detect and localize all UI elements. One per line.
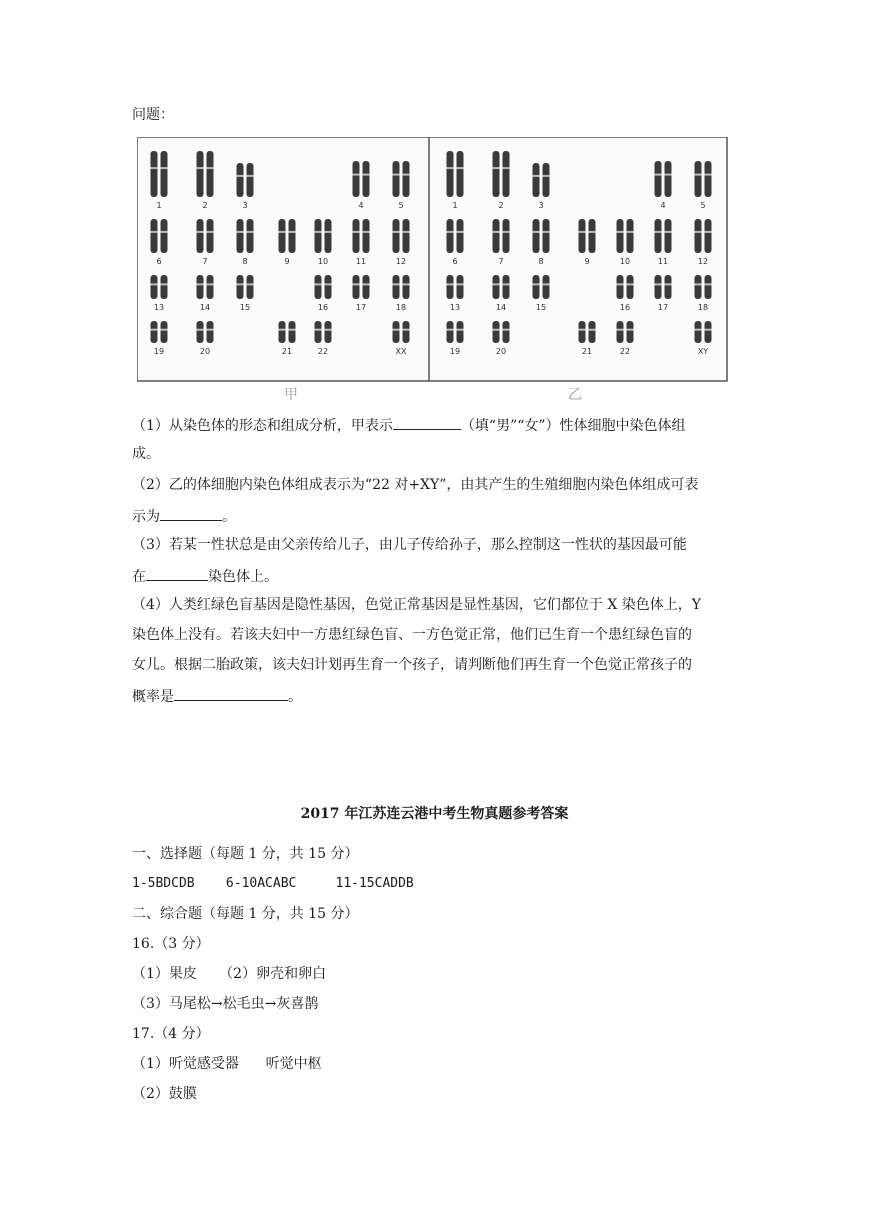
chromosome: [151, 321, 158, 343]
chromosome-number: 5: [700, 201, 706, 210]
chromosome: [457, 151, 464, 197]
karyotype-figure: [137, 137, 729, 383]
chromosome-number: 8: [242, 257, 248, 266]
chromosome: [705, 321, 712, 343]
answers-section-2: 二、综合题（每题 1 分，共 15 分）: [132, 906, 359, 922]
centromere: [207, 231, 214, 233]
centromere: [589, 329, 596, 331]
centromere: [403, 329, 410, 331]
question-4-line-1: （4）人类红绿色盲基因是隐性基因，色觉正常基因是显性基因，它们都位于 X 染色体上，Y: [132, 597, 702, 613]
chromosome: [325, 275, 332, 299]
question-3-text-b: 在: [132, 569, 146, 585]
chromosome-number: 12: [697, 257, 709, 266]
chromosome: [161, 321, 168, 343]
chromosome-number: 18: [395, 303, 407, 312]
chromosome-number: 3: [538, 201, 544, 210]
question-4-text-d: 概率是: [132, 689, 174, 705]
centromere: [151, 231, 158, 233]
centromere: [325, 283, 332, 285]
centromere: [353, 231, 360, 233]
question-2-text-c: 。: [222, 509, 236, 525]
chromosome: [237, 219, 244, 253]
centromere: [695, 231, 702, 233]
chromosome: [393, 219, 400, 253]
chromosome: [705, 219, 712, 253]
centromere: [393, 329, 400, 331]
chromosome-number: 11: [355, 257, 367, 266]
chromosome: [457, 321, 464, 343]
chromosome: [197, 219, 204, 253]
chromosome: [655, 219, 662, 253]
chromosome: [447, 321, 454, 343]
centromere: [493, 231, 500, 233]
chromosome-number: 6: [452, 257, 458, 266]
question-3-text-c: 染色体上。: [208, 569, 278, 585]
chromosome-number: 1: [156, 201, 162, 210]
centromere: [197, 283, 204, 285]
centromere: [363, 174, 370, 176]
chromosome: [695, 275, 702, 299]
chromosome: [247, 219, 254, 253]
chromosome-number: 15: [239, 303, 251, 312]
chromosome: [279, 321, 286, 343]
centromere: [315, 231, 322, 233]
chromosome: [457, 219, 464, 253]
centromere: [207, 329, 214, 331]
centromere: [665, 174, 672, 176]
centromere: [705, 231, 712, 233]
answers-choices: 1-5BDCDB 6-10ACABC 11-15CADDB: [132, 876, 414, 891]
centromere: [161, 329, 168, 331]
question-3-line-1: （3）若某一性状总是由父亲传给儿子，由儿子传给孙子，那么控制这一性状的基因最可能: [132, 537, 687, 553]
centromere: [503, 167, 510, 169]
chromosome: [695, 161, 702, 197]
chromosome: [279, 219, 286, 253]
panel-a-label: 甲: [284, 387, 298, 403]
chromosome: [403, 275, 410, 299]
centromere: [237, 231, 244, 233]
chromosome-number: 2: [498, 201, 504, 210]
chromosome: [393, 161, 400, 197]
chromosome: [579, 219, 586, 253]
chromosome: [543, 163, 550, 197]
chromosome-number: 21: [281, 347, 293, 356]
centromere: [655, 174, 662, 176]
chromosome: [151, 151, 158, 197]
centromere: [247, 231, 254, 233]
chromosome: [197, 275, 204, 299]
centromere: [533, 283, 540, 285]
centromere: [151, 167, 158, 169]
centromere: [393, 174, 400, 176]
chromosome: [325, 321, 332, 343]
chromosome-number: 16: [317, 303, 329, 312]
centromere: [457, 167, 464, 169]
centromere: [627, 329, 634, 331]
chromosome: [207, 151, 214, 197]
chromosome: [447, 275, 454, 299]
centromere: [503, 329, 510, 331]
chromosome: [705, 275, 712, 299]
centromere: [289, 231, 296, 233]
chromosome: [617, 321, 624, 343]
chromosome: [503, 151, 510, 197]
chromosome-number: XX: [395, 347, 407, 356]
chromosome: [315, 219, 322, 253]
chromosome-number: 4: [358, 201, 364, 210]
chromosome: [151, 219, 158, 253]
answers-q16-1: （1）果皮 （2）卵壳和卵白: [132, 966, 327, 982]
chromosome: [665, 275, 672, 299]
chromosome: [207, 219, 214, 253]
chromosome-number: 9: [284, 257, 290, 266]
chromosome: [627, 219, 634, 253]
chromosome: [533, 275, 540, 299]
chromosome: [447, 219, 454, 253]
centromere: [353, 283, 360, 285]
chromosome: [695, 321, 702, 343]
centromere: [705, 174, 712, 176]
chromosome: [533, 163, 540, 197]
centromere: [279, 231, 286, 233]
centromere: [151, 329, 158, 331]
chromosome: [655, 275, 662, 299]
chromosome-number: 16: [619, 303, 631, 312]
chromosome: [655, 161, 662, 197]
chromosome: [493, 151, 500, 197]
centromere: [457, 231, 464, 233]
chromosome: [503, 321, 510, 343]
answers-q17: 17.（4 分）: [132, 1026, 210, 1042]
centromere: [579, 329, 586, 331]
question-header: 问题：: [132, 107, 174, 123]
chromosome-number: 17: [355, 303, 367, 312]
centromere: [197, 231, 204, 233]
centromere: [247, 175, 254, 177]
chromosome: [161, 151, 168, 197]
centromere: [197, 329, 204, 331]
chromosome: [695, 219, 702, 253]
question-2-text-b: 示为: [132, 509, 160, 525]
chromosome: [493, 275, 500, 299]
centromere: [161, 283, 168, 285]
chromosome: [353, 275, 360, 299]
centromere: [503, 283, 510, 285]
centromere: [493, 283, 500, 285]
answer-blank-3[interactable]: [146, 566, 208, 581]
centromere: [279, 329, 286, 331]
chromosome-number: 18: [697, 303, 709, 312]
answers-q17-1: （1）听觉感受器 听觉中枢: [132, 1056, 322, 1072]
chromosome: [237, 163, 244, 197]
chromosome: [533, 219, 540, 253]
chromosome: [363, 161, 370, 197]
chromosome: [237, 275, 244, 299]
centromere: [247, 283, 254, 285]
chromosome: [289, 219, 296, 253]
centromere: [363, 231, 370, 233]
chromosome-number: 10: [619, 257, 631, 266]
centromere: [325, 329, 332, 331]
centromere: [533, 231, 540, 233]
centromere: [447, 283, 454, 285]
centromere: [403, 174, 410, 176]
chromosome-number: 22: [317, 347, 329, 356]
question-3-line-2: [132, 566, 278, 586]
centromere: [655, 283, 662, 285]
chromosome: [393, 321, 400, 343]
question-2-line-2: [132, 506, 236, 526]
centromere: [353, 174, 360, 176]
chromosome: [457, 275, 464, 299]
centromere: [503, 231, 510, 233]
centromere: [579, 231, 586, 233]
chromosome: [447, 151, 454, 197]
chromosome-number: 17: [657, 303, 669, 312]
centromere: [543, 175, 550, 177]
centromere: [617, 283, 624, 285]
centromere: [493, 329, 500, 331]
centromere: [457, 329, 464, 331]
centromere: [315, 329, 322, 331]
question-1-line-1: [132, 415, 686, 435]
chromosome-number: 2: [202, 201, 208, 210]
centromere: [393, 283, 400, 285]
chromosome: [403, 321, 410, 343]
chromosome-number: 6: [156, 257, 162, 266]
chromosome-number: 7: [202, 257, 208, 266]
chromosome: [617, 275, 624, 299]
question-1-line-2: 成。: [132, 446, 160, 462]
chromosome: [503, 219, 510, 253]
question-2-line-1: （2）乙的体细胞内染色体组成表示为“22 对+XY”，由其产生的生殖细胞内染色体组成可表: [132, 477, 699, 493]
chromosome-number: 4: [660, 201, 666, 210]
chromosome: [393, 275, 400, 299]
centromere: [403, 283, 410, 285]
chromosome: [353, 161, 360, 197]
centromere: [447, 329, 454, 331]
chromosome: [315, 275, 322, 299]
chromosome: [403, 219, 410, 253]
centromere: [665, 231, 672, 233]
centromere: [363, 283, 370, 285]
centromere: [493, 167, 500, 169]
centromere: [207, 283, 214, 285]
centromere: [237, 175, 244, 177]
question-4-line-3: 女儿。根据二胎政策，该夫妇计划再生育一个孩子，请判断他们再生育一个色觉正常孩子的: [132, 657, 692, 673]
chromosome-number: 20: [199, 347, 211, 356]
centromere: [533, 175, 540, 177]
chromosome: [617, 219, 624, 253]
chromosome-number: 12: [395, 257, 407, 266]
centromere: [627, 231, 634, 233]
chromosome-number: 19: [153, 347, 165, 356]
question-4-line-4: [132, 686, 302, 706]
centromere: [695, 174, 702, 176]
question-4-text-e: 。: [288, 689, 302, 705]
chromosome: [197, 151, 204, 197]
chromosome: [325, 219, 332, 253]
centromere: [403, 231, 410, 233]
centromere: [315, 283, 322, 285]
centromere: [161, 231, 168, 233]
chromosome-number: 22: [619, 347, 631, 356]
chromosome-number: XY: [697, 347, 709, 356]
centromere: [447, 167, 454, 169]
chromosome: [589, 321, 596, 343]
centromere: [705, 283, 712, 285]
chromosome-number: 15: [535, 303, 547, 312]
chromosome: [363, 275, 370, 299]
answers-q16-3: （3）马尾松→松毛虫→灰喜鹊: [132, 996, 319, 1012]
panel-b-label: 乙: [568, 387, 582, 403]
answer-blank-4[interactable]: [174, 686, 288, 701]
chromosome: [627, 321, 634, 343]
chromosome: [315, 321, 322, 343]
chromosome: [627, 275, 634, 299]
answers-section-1: 一、选择题（每题 1 分，共 15 分）: [132, 846, 359, 862]
chromosome: [543, 275, 550, 299]
answer-blank-2[interactable]: [160, 506, 222, 521]
question-1-text-b: （填“男”“女”）性体细胞中染色体组: [460, 418, 686, 434]
chromosome-number: 3: [242, 201, 248, 210]
chromosome-number: 1: [452, 201, 458, 210]
chromosome-number: 9: [584, 257, 590, 266]
centromere: [705, 329, 712, 331]
chromosome: [161, 219, 168, 253]
chromosome: [207, 321, 214, 343]
chromosome: [353, 219, 360, 253]
chromosome: [503, 275, 510, 299]
centromere: [543, 283, 550, 285]
chromosome-number: 14: [199, 303, 211, 312]
chromosome-number: 8: [538, 257, 544, 266]
answer-blank-1[interactable]: [393, 415, 461, 430]
chromosome: [161, 275, 168, 299]
centromere: [617, 231, 624, 233]
centromere: [325, 231, 332, 233]
chromosome-number: 7: [498, 257, 504, 266]
question-4-line-2: 染色体上没有。若该夫妇中一方患红绿色盲、一方色觉正常，他们已生育一个患红绿色盲的: [132, 627, 692, 643]
chromosome-number: 10: [317, 257, 329, 266]
chromosome: [493, 219, 500, 253]
chromosome: [289, 321, 296, 343]
chromosome: [151, 275, 158, 299]
chromosome-number: 14: [495, 303, 507, 312]
chromosome: [403, 161, 410, 197]
chromosome: [665, 161, 672, 197]
centromere: [617, 329, 624, 331]
chromosome: [247, 275, 254, 299]
chromosome: [207, 275, 214, 299]
chromosome: [247, 163, 254, 197]
chromosome: [589, 219, 596, 253]
chromosome-number: 20: [495, 347, 507, 356]
centromere: [197, 167, 204, 169]
centromere: [289, 329, 296, 331]
chromosome-number: 13: [449, 303, 461, 312]
question-1-text-a: （1）从染色体的形态和组成分析，甲表示: [132, 418, 393, 434]
answers-title: 2017 年江苏连云港中考生物真题参考答案: [300, 806, 569, 822]
centromere: [447, 231, 454, 233]
chromosome-number: 11: [657, 257, 669, 266]
centromere: [207, 167, 214, 169]
centromere: [393, 231, 400, 233]
answers-q17-2: （2）鼓膜: [132, 1086, 197, 1102]
centromere: [695, 283, 702, 285]
centromere: [695, 329, 702, 331]
chromosome: [197, 321, 204, 343]
centromere: [543, 231, 550, 233]
chromosome-number: 5: [398, 201, 404, 210]
centromere: [627, 283, 634, 285]
chromosome: [665, 219, 672, 253]
chromosome: [363, 219, 370, 253]
chromosome: [493, 321, 500, 343]
chromosome-number: 19: [449, 347, 461, 356]
chromosome: [705, 161, 712, 197]
centromere: [655, 231, 662, 233]
centromere: [457, 283, 464, 285]
answers-q16: 16.（3 分）: [132, 936, 210, 952]
centromere: [161, 167, 168, 169]
centromere: [665, 283, 672, 285]
centromere: [237, 283, 244, 285]
chromosome: [579, 321, 586, 343]
chromosome-number: 13: [153, 303, 165, 312]
chromosome-number: 21: [581, 347, 593, 356]
centromere: [589, 231, 596, 233]
centromere: [151, 283, 158, 285]
chromosome: [543, 219, 550, 253]
